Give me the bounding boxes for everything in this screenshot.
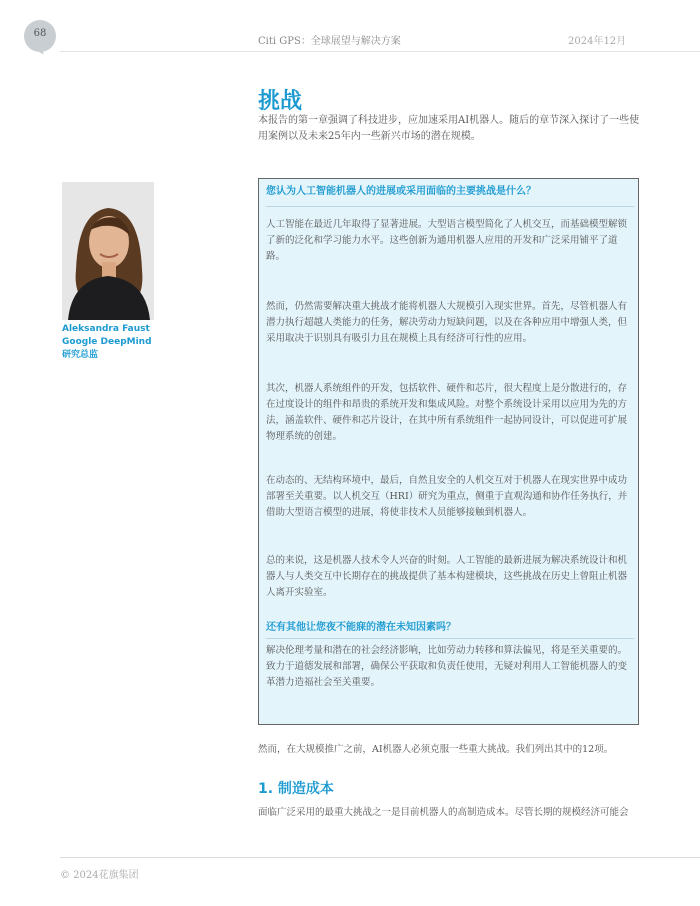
question-divider bbox=[266, 638, 634, 639]
answer-paragraph: 解决伦理考量和潜在的社会经济影响，比如劳动力转移和算法偏见，将是至关重要的。致力于道德发展和部署，确保公平获取和负责任使用，无疑对利用人工智能机器人的变革潜力造福社会至关重要。 bbox=[266, 645, 628, 688]
badge-tail bbox=[33, 45, 46, 58]
answer-paragraph: 人工智能在最近几年取得了显著进展。大型语言模型简化了人机交互，而基础模型解锁了新的泛化和学习能力水平。这些创新为通用机器人应用的开发和广泛采用铺平了道路。 bbox=[266, 219, 628, 262]
page-number: 68 bbox=[33, 28, 47, 39]
interview-box bbox=[258, 178, 639, 725]
subsection-text: 面临广泛采用的最重大挑战之一是目前机器人的高制造成本。尽管长期的规模经济可能会 bbox=[258, 807, 629, 818]
answer-paragraph: 总的来说，这是机器人技术令人兴奋的时刻。人工智能的最新进展为解决系统设计和机器人与人类交互中长期存在的挑战提供了基本构建模块，这些挑战在历史上曾阻止机器人离开实验室。 bbox=[266, 555, 628, 598]
profile-caption: Aleksandra Faust Google DeepMind研究总监 bbox=[62, 324, 152, 360]
interview-question-1: 您认为人工智能机器人的进展或采用面临的主要挑战是什么？ bbox=[266, 186, 536, 197]
page-number-badge bbox=[24, 20, 56, 52]
after-box-text: 然而，在大规模推广之前，AI机器人必须克服一些重大挑战。我们列出其中的12项。 bbox=[258, 744, 614, 755]
header-date: 2024年12月 bbox=[568, 36, 627, 47]
answer-paragraph: 在动态的、无结构环境中，最后，自然且安全的人机交互对于机器人在现实世界中成功部署至关重要。以人机交互（HRI）研究为重点，侧重于直观沟通和协作任务执行，并借助大型语言模型的进展，将使非技术人员能够接触到机器人。 bbox=[266, 475, 628, 518]
answer-paragraph: 然而，仍然需要解决重大挑战才能将机器人大规模引入现实世界。首先，尽管机器人有潜力执行超越人类能力的任务，解决劳动力短缺问题，以及在各种应用中增强人类，但采用取决于识别具有吸引力且在规模上具有经济可行性的应用。 bbox=[266, 301, 628, 344]
intro-paragraph: 本报告的第一章强调了科技进步，应加速采用AI机器人。随后的章节深入探讨了一些使用案例以及未来25年内一些新兴市场的潜在规模。 bbox=[258, 115, 640, 142]
profile-photo bbox=[62, 182, 154, 320]
footer-copyright: © 2024花旗集团 bbox=[60, 870, 139, 881]
question-divider bbox=[266, 206, 634, 207]
footer-divider bbox=[60, 857, 700, 858]
header-title: Citi GPS：全球展望与解决方案 bbox=[258, 36, 401, 47]
interview-question-2: 还有其他让您夜不能寐的潜在未知因素吗？ bbox=[266, 622, 456, 633]
header-divider bbox=[60, 51, 700, 52]
subsection-title: 1. 制造成本 bbox=[258, 781, 334, 797]
answer-paragraph: 其次，机器人系统组件的开发，包括软件、硬件和芯片，很大程度上是分散进行的，存在过度设计的组件和昂贵的系统开发和集成风险。对整个系统设计采用以应用为先的方法，涵盖软件、硬件和芯片设计，在其中所有系统组件一起协同设计，可以促进可扩展物理系统的创建。 bbox=[266, 383, 628, 442]
section-title: 挑战 bbox=[258, 89, 303, 114]
